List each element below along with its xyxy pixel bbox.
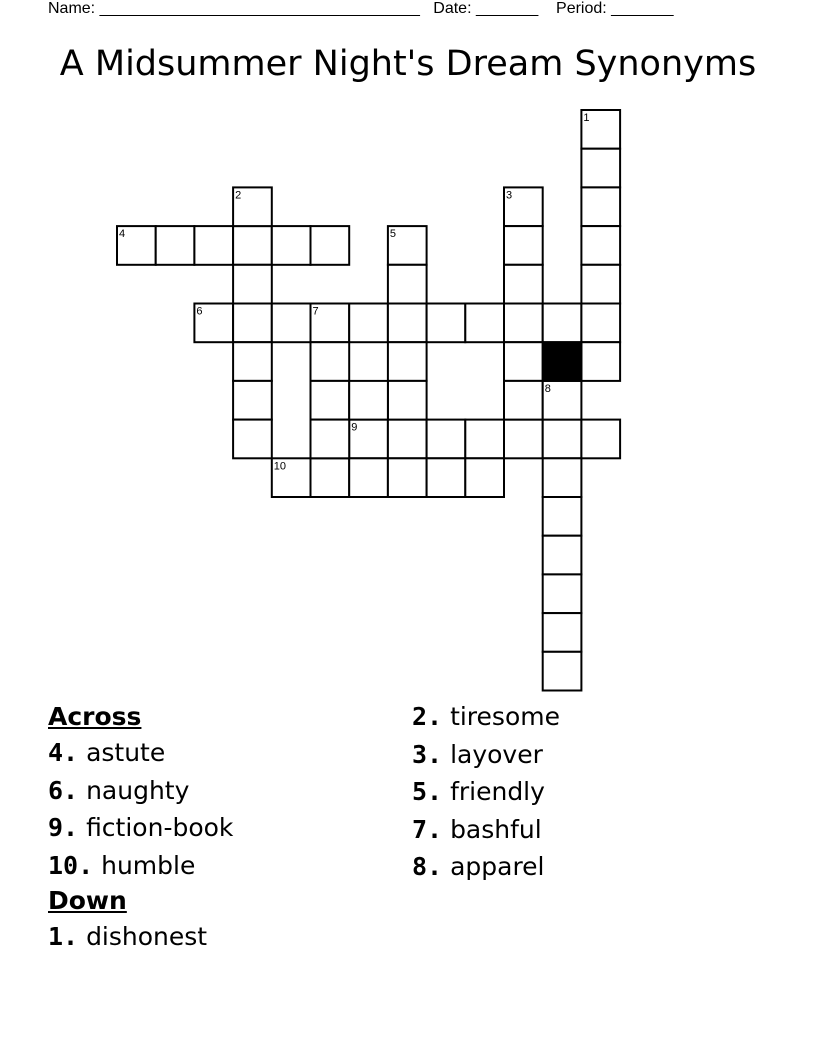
grid-cell[interactable]: [581, 420, 620, 459]
clue-down-5: [412, 773, 560, 811]
clue-number: 3.: [412, 739, 443, 769]
grid-cell[interactable]: [543, 458, 582, 497]
clue-down-2: [412, 698, 560, 736]
grid-cell[interactable]: [427, 458, 466, 497]
grid-cell[interactable]: [427, 420, 466, 459]
grid-cell[interactable]: [194, 226, 233, 265]
date-field-label: Date: _______: [433, 0, 539, 17]
grid-cell[interactable]: [272, 226, 311, 265]
grid-cell[interactable]: [233, 265, 272, 304]
grid-cell[interactable]: [581, 265, 620, 304]
grid-cell[interactable]: [388, 342, 427, 381]
grid-cell[interactable]: [427, 304, 466, 343]
grid-cell[interactable]: [311, 381, 350, 420]
grid-cell[interactable]: [543, 613, 582, 652]
grid-cell[interactable]: [504, 304, 543, 343]
grid-cell[interactable]: [311, 458, 350, 497]
clues-column-right: [412, 698, 560, 886]
clue-down-8: [412, 848, 560, 886]
grid-cell[interactable]: [465, 420, 504, 459]
grid-cell[interactable]: [233, 304, 272, 343]
grid-cell[interactable]: [465, 458, 504, 497]
cell-number: 7: [312, 305, 319, 318]
grid-cell[interactable]: [543, 536, 582, 575]
grid-cell[interactable]: [581, 226, 620, 265]
cell-number: 3: [506, 189, 513, 202]
clue-text: friendly: [450, 777, 545, 806]
grid-cell[interactable]: [543, 304, 582, 343]
clue-text: naughty: [86, 775, 190, 805]
grid-cell[interactable]: [349, 304, 388, 343]
clue-across-10: [48, 847, 233, 885]
clue-text: humble: [101, 850, 196, 880]
grid-cell[interactable]: [581, 342, 620, 381]
grid-cell[interactable]: [543, 497, 582, 536]
cell-number: 1: [583, 112, 590, 124]
clue-number: 1.: [48, 922, 79, 951]
grid-cell[interactable]: [233, 420, 272, 459]
cell-number: 6: [196, 305, 203, 318]
clue-text: tiresome: [450, 702, 560, 731]
grid-cell[interactable]: [543, 420, 582, 459]
grid-cell[interactable]: [388, 458, 427, 497]
grid-cell[interactable]: [272, 304, 311, 343]
clue-number: 5.: [412, 777, 443, 806]
clue-down-3: [412, 736, 560, 774]
clues-column-left: [48, 700, 233, 956]
grid-cell[interactable]: [233, 342, 272, 381]
clue-number: 9.: [48, 813, 79, 842]
clue-down-1: [48, 918, 233, 956]
grid-cell[interactable]: [233, 381, 272, 420]
cell-number: 2: [235, 189, 242, 202]
grid-cell[interactable]: [388, 265, 427, 304]
grid-cell[interactable]: [388, 420, 427, 459]
grid-cell[interactable]: [504, 420, 543, 459]
clue-text: bashful: [450, 814, 542, 844]
grid-cell[interactable]: [504, 342, 543, 381]
grid-cell[interactable]: [349, 458, 388, 497]
grid-cell[interactable]: [156, 226, 195, 265]
clue-text: apparel: [450, 852, 545, 881]
grid-cell[interactable]: [504, 381, 543, 420]
cell-number: 9: [351, 421, 358, 434]
cell-number: 10: [273, 460, 287, 473]
grid-cell[interactable]: [543, 574, 582, 613]
clue-number: 7.: [412, 814, 443, 844]
grid-cell[interactable]: [388, 304, 427, 343]
clue-number: 6.: [48, 775, 79, 805]
clue-text: dishonest: [86, 922, 208, 951]
grid-cell[interactable]: [581, 149, 620, 188]
period-field-label: Period: _______: [556, 0, 674, 17]
clue-across-6: [48, 772, 233, 810]
clue-across-4: [48, 734, 233, 772]
grid-cell[interactable]: [311, 226, 350, 265]
grid-cell[interactable]: [581, 187, 620, 226]
across-heading: Across: [48, 702, 142, 731]
grid-cell[interactable]: [233, 226, 272, 265]
shaded-block: [543, 342, 582, 381]
cell-number: 5: [389, 228, 397, 241]
clue-text: layover: [450, 739, 543, 769]
clue-number: 10.: [48, 850, 94, 880]
grid-cell[interactable]: [349, 381, 388, 420]
clue-text: astute: [86, 738, 166, 767]
cell-number: 8: [544, 382, 551, 395]
clue-across-9: [48, 809, 233, 847]
grid-cell[interactable]: [311, 342, 350, 381]
clue-number: 4.: [48, 738, 79, 767]
name-field-label: Name: ____________________________________: [48, 0, 420, 17]
grid-cell[interactable]: [465, 304, 504, 343]
grid-cell[interactable]: [504, 226, 543, 265]
clue-number: 2.: [412, 702, 443, 731]
grid-cell[interactable]: [504, 265, 543, 304]
grid-cell[interactable]: [311, 420, 350, 459]
cell-number: 4: [119, 228, 126, 241]
down-heading: Down: [48, 886, 127, 915]
clue-number: 8.: [412, 852, 443, 881]
clue-down-7: [412, 811, 560, 849]
grid-cell[interactable]: [388, 381, 427, 420]
grid-cell[interactable]: [543, 652, 582, 691]
grid-cell[interactable]: [581, 304, 620, 343]
clue-text: fiction-book: [86, 813, 234, 842]
page-title: A Midsummer Night's Dream Synonyms: [59, 44, 757, 84]
